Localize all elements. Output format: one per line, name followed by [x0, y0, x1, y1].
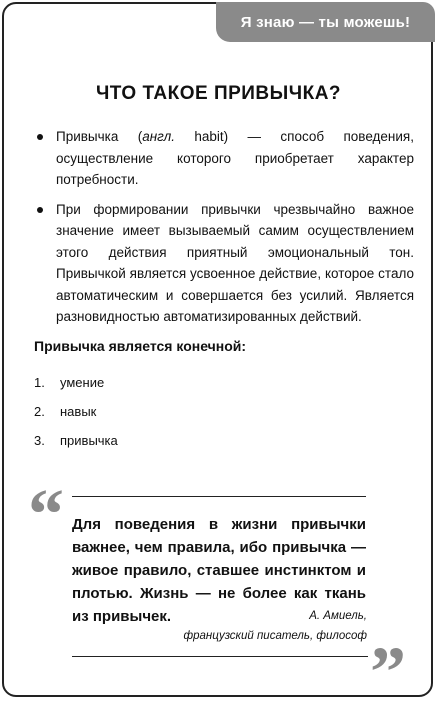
quiz-question: Привычка является конечной: — [34, 338, 247, 354]
bullet-icon — [37, 207, 43, 213]
option-number: 1. — [34, 375, 45, 390]
definition-text: При формировании привычки чрезвычайно важное значение имеет вызываемый самим осуществлением этого действия приятный эмоциональный тон. Привычкой является усвоенное действие, которое стало автоматическим и совершается без усилий. Является разновидностью автоматизированных действий. — [56, 201, 414, 324]
quote-text: Для поведения в жизни привычки важнее, чем правила, ибо привычка — живое правило, ставшее инстинктом и плотью. Жизнь — не более как ткань из привычек. — [72, 516, 366, 625]
header-tab: Я знаю — ты можешь! — [216, 2, 435, 42]
bullet-icon — [37, 134, 43, 140]
quote-author-role: французский писатель, философ — [183, 630, 367, 642]
definition-list — [34, 126, 414, 336]
option-label: навык — [60, 404, 97, 419]
quiz-option — [34, 426, 118, 455]
close-quote-icon: ” — [370, 632, 406, 712]
definition-item — [34, 199, 414, 328]
quote-bottom-divider — [72, 656, 368, 657]
definition-text-italic: англ. — [142, 129, 176, 144]
open-quote-icon: “ — [28, 474, 64, 554]
option-number: 2. — [34, 404, 45, 419]
option-label: умение — [60, 375, 105, 390]
definition-item — [34, 126, 414, 191]
quiz-option — [34, 397, 118, 426]
quote-author: А. Амиель, — [309, 610, 367, 622]
option-number: 3. — [34, 433, 45, 448]
page-title: ЧТО ТАКОЕ ПРИВЫЧКА? — [95, 83, 342, 104]
quiz-options — [34, 368, 118, 455]
quote-top-divider — [72, 496, 366, 497]
quiz-option — [34, 368, 118, 397]
option-label: привычка — [60, 433, 118, 448]
quote-attribution — [184, 606, 367, 646]
definition-text-end: habit) — способ поведения, осуществление которого приобретает характер потребности. — [56, 129, 414, 187]
definition-text-start: Привычка ( — [56, 129, 143, 144]
